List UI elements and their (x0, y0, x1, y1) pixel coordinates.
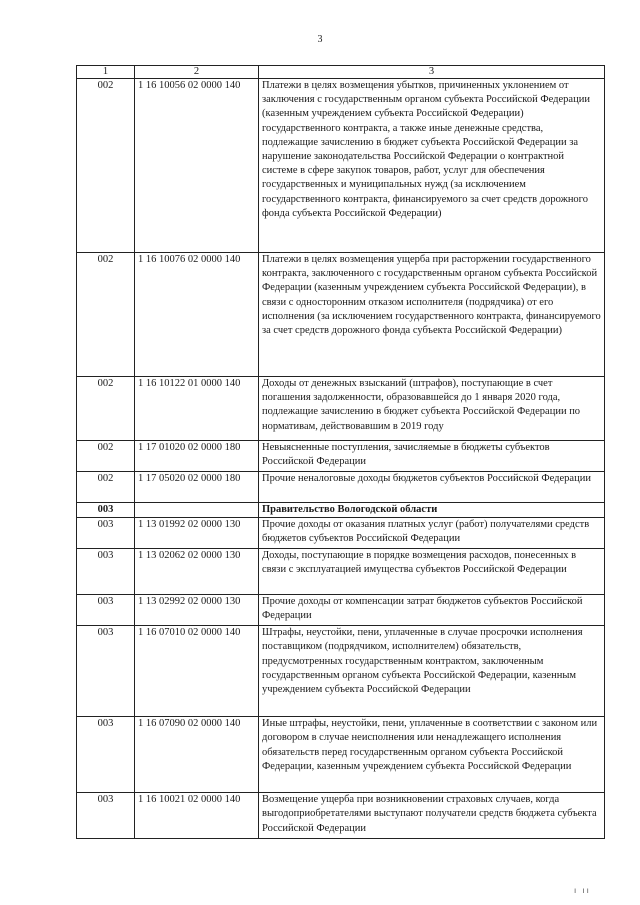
table-row (77, 518, 605, 549)
admin-code-cell: 002 (77, 441, 135, 472)
revenue-code-cell: 1 17 05020 02 0000 180 (135, 472, 259, 503)
admin-code-cell: 002 (77, 253, 135, 377)
page-number: 3 (317, 34, 323, 45)
revenue-code-cell: 1 13 02992 02 0000 130 (135, 595, 259, 626)
revenue-name-cell: Прочие неналоговые доходы бюджетов субъектов Российской Федерации (259, 472, 605, 503)
revenue-code-cell: 1 13 02062 02 0000 130 (135, 549, 259, 595)
table-row (77, 626, 605, 717)
table-row (77, 377, 605, 441)
table-row (77, 79, 605, 253)
table-row (77, 253, 605, 377)
footer-mark: ı ıı (574, 886, 591, 895)
revenue-code-cell: 1 13 01992 02 0000 130 (135, 518, 259, 549)
revenue-code-cell: 1 16 10021 02 0000 140 (135, 793, 259, 839)
table-row (77, 793, 605, 839)
revenue-code-cell: 1 17 01020 02 0000 180 (135, 441, 259, 472)
table-row (77, 472, 605, 503)
revenue-code-cell: 1 16 10076 02 0000 140 (135, 253, 259, 377)
revenue-name-cell: Прочие доходы от оказания платных услуг (работ) получателями средств бюджетов субъектов Российской Федерации (259, 518, 605, 549)
revenue-code-cell: 1 16 10122 01 0000 140 (135, 377, 259, 441)
revenue-code-cell: 1 16 07010 02 0000 140 (135, 626, 259, 717)
revenue-code-cell (135, 503, 259, 518)
revenue-codes-table (76, 65, 605, 839)
table-row (77, 441, 605, 472)
table-row (77, 595, 605, 626)
header-col-3: 3 (259, 66, 605, 79)
admin-code-cell: 003 (77, 503, 135, 518)
revenue-name-cell: Доходы, поступающие в порядке возмещения расходов, понесенных в связи с эксплуатацией имущества субъектов Российской Федерации (259, 549, 605, 595)
revenue-code-cell: 1 16 07090 02 0000 140 (135, 717, 259, 793)
admin-code-cell: 003 (77, 595, 135, 626)
header-col-2: 2 (135, 66, 259, 79)
revenue-name-cell: Штрафы, неустойки, пени, уплаченные в случае просрочки исполнения поставщиком (подрядчиком, исполнителем) обязательств, предусмотренных государственным контрактом, заключенным государственным органом субъекта Российской Федерации, казенным учреждением субъекта Российской Федерации (259, 626, 605, 717)
revenue-name-cell: Невыясненные поступления, зачисляемые в бюджеты субъектов Российской Федерации (259, 441, 605, 472)
table-row (77, 717, 605, 793)
revenue-name-cell: Доходы от денежных взысканий (штрафов), поступающие в счет погашения задолженности, образовавшейся до 1 января 2020 года, подлежащие зачислению в бюджет субъекта Российской Федерации по нормативам, действовавшим в 2019 году (259, 377, 605, 441)
revenue-name-cell: Иные штрафы, неустойки, пени, уплаченные в соответствии с законом или договором в случае неисполнения или ненадлежащего исполнения обязательств перед государственным органом субъекта Российской Федерации, казенным учреждением субъекта Российской Федерации (259, 717, 605, 793)
table-header-row (77, 66, 605, 79)
revenue-name-cell: Прочие доходы от компенсации затрат бюджетов субъектов Российской Федерации (259, 595, 605, 626)
header-col-1: 1 (77, 66, 135, 79)
admin-code-cell: 002 (77, 79, 135, 253)
admin-code-cell: 003 (77, 626, 135, 717)
admin-code-cell: 003 (77, 717, 135, 793)
admin-code-cell: 003 (77, 518, 135, 549)
admin-code-cell: 002 (77, 472, 135, 503)
table-row (77, 549, 605, 595)
admin-code-cell: 003 (77, 793, 135, 839)
admin-code-cell: 003 (77, 549, 135, 595)
revenue-name-cell: Платежи в целях возмещения убытков, причиненных уклонением от заключения с государственным органом субъекта Российской Федерации (казенным учреждением субъекта Российской Федерации) государственного контракта, а также иные денежные средства, подлежащие зачислению в бюджет субъекта Российской Федерации за нарушение законодательства Российской Федерации о контрактной системе в сфере закупок товаров, работ, услуг для обеспечения государственных и муниципальных нужд (за исключением государственного контракта, финансируемого за счет средств дорожного фонда субъекта Российской Федерации) (259, 79, 605, 253)
administrator-name-cell: Правительство Вологодской области (259, 503, 605, 518)
revenue-name-cell: Платежи в целях возмещения ущерба при расторжении государственного контракта, заключенного с государственным органом субъекта Российской Федерации (казенным учреждением субъекта Российской Федерации), в связи с односторонним отказом исполнителя (подрядчика) от его исполнения (за исключением государственного контракта, финансируемого за счет средств дорожного фонда субъекта Российской Федерации) (259, 253, 605, 377)
table-group-row (77, 503, 605, 518)
revenue-name-cell: Возмещение ущерба при возникновении страховых случаев, когда выгодоприобретателями выступают получатели средств бюджета субъекта Российской Федерации (259, 793, 605, 839)
revenue-code-cell: 1 16 10056 02 0000 140 (135, 79, 259, 253)
admin-code-cell: 002 (77, 377, 135, 441)
